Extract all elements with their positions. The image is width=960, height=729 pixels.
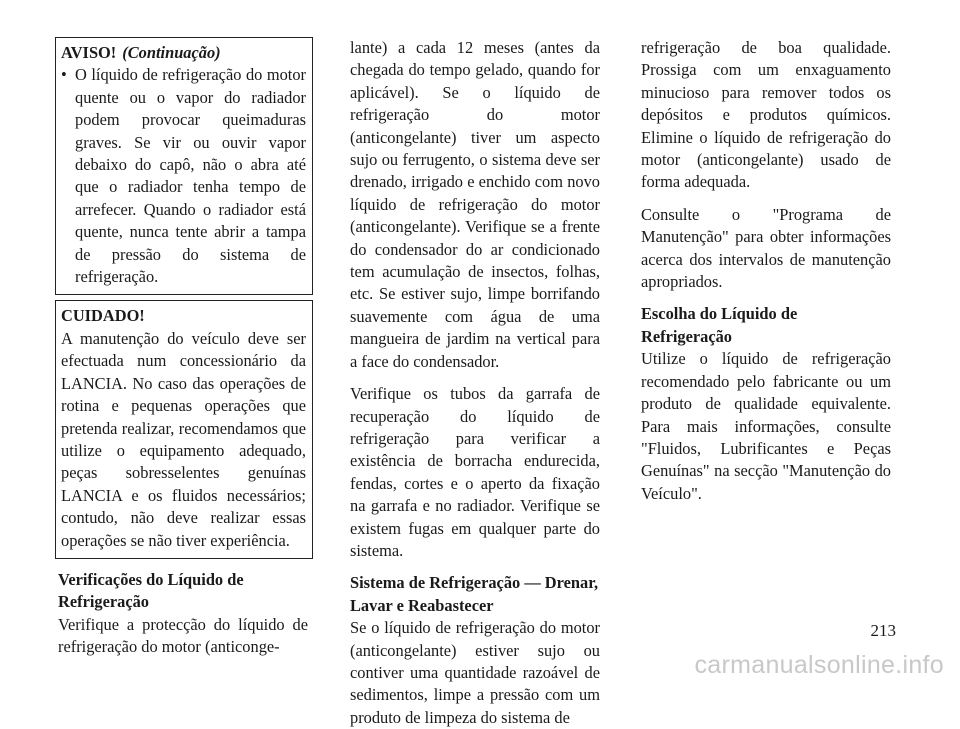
column-middle bbox=[350, 37, 600, 729]
warning-label: AVISO! bbox=[61, 43, 117, 62]
column-right bbox=[641, 37, 891, 505]
warning-bullet-text: O líquido de refrigeração do motor quente ou o vapor do radiador podem provocar queimaduras graves. Se vir ou ouvir vapor debaixo do capô, não o abra até que o radiador tenha tempo de arrefecer. Quando o radiador está quente, nunca tente abrir a tampa de pressão do sistema de refrigeração. bbox=[75, 65, 306, 287]
warning-bullet-item bbox=[61, 64, 306, 288]
page-number: 213 bbox=[870, 621, 896, 640]
paragraph: refrigeração de boa qualidade. Prossiga com um enxaguamento minucioso para remover todos os depósitos e produtos químicos. Elimine o líquido de refrigeração do motor (anticongelante) usado de forma adequada. bbox=[641, 38, 891, 192]
paragraph: Verifique os tubos da garrafa de recuperação do líquido de refrigeração para verificar a existência de borracha endurecida, fendas, cortes e o aperto da fixação na garrafa e no radiador. Verifique se existem fugas em qualquer parte do sistema. bbox=[350, 384, 600, 560]
paragraph: Consulte o "Programa de Manutenção" para obter informações acerca dos intervalos de manutenção apropriados. bbox=[641, 204, 891, 292]
caution-text: A manutenção do veículo deve ser efectuada num concessionário da LANCIA. No caso das operações de rotina e pequenas operações que pretenda realizar, recomendamos que utilize o equipamento adequado, peças sobresselentes genuínas LANCIA e os fluidos necessários; contudo, não deve realizar essas operações se não tiver experiência. bbox=[61, 328, 306, 550]
section-heading-coolant-selection: Escolha do Líquido de Refrigeração bbox=[641, 304, 798, 346]
caution-title: CUIDADO! bbox=[61, 306, 145, 326]
warning-continued-label: (Continuação) bbox=[122, 43, 221, 62]
caution-box bbox=[55, 300, 313, 558]
paragraph: lante) a cada 12 meses (antes da chegada do tempo gelado, quando for aplicável). Se o líquido de refrigeração do motor (anticongelante) tiver um aspecto sujo ou ferrugento, o sistema deve ser drenado, irrigado e enchido com novo líquido de refrigeração do motor (anticongelante). Verifique se a frente do condensador do ar condicionado tem acumulação de insectos, folhas, etc. Se estiver sujo, limpe borrifando suavemente com água de uma mangueira de jardim na vertical para a face do condensador. bbox=[350, 38, 600, 371]
section-heading-coolant-checks: Verificações do Líquido de Refrigeração bbox=[58, 569, 244, 612]
paragraph: Se o líquido de refrigeração do motor (anticongelante) estiver sujo ou contiver uma quantidade razoável de sedimentos, limpe a pressão com um produto de limpeza do sistema de bbox=[350, 618, 600, 727]
bullet-icon: • bbox=[61, 65, 67, 85]
warning-title bbox=[61, 42, 306, 64]
watermark: carmanualsonline.info bbox=[694, 650, 944, 679]
paragraph: Utilize o líquido de refrigeração recomendado pelo fabricante ou um produto de qualidade equivalente. Para mais informações, consulte "Fluidos, Lubrificantes e Peças Genuínas" na secção "Manutenção do Veículo". bbox=[641, 349, 891, 503]
warning-box bbox=[55, 37, 313, 295]
paragraph: Verifique a protecção do líquido de refrigeração do motor (anticonge- bbox=[58, 614, 308, 657]
column-left bbox=[58, 37, 308, 659]
section-heading-drain-flush-refill: Sistema de Refrigeração — Drenar, Lavar e Reabastecer bbox=[350, 573, 599, 615]
